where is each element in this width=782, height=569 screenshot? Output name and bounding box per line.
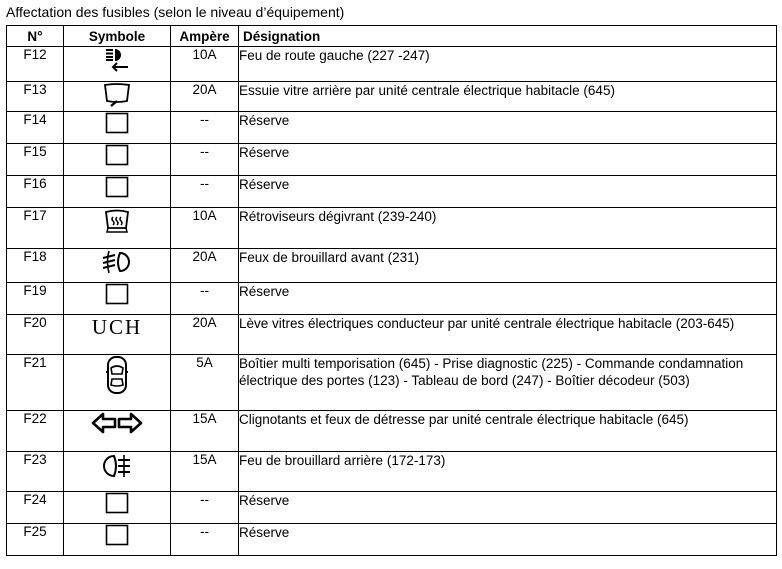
fuse-designation: Réserve	[239, 283, 777, 315]
fuse-amperage: 10A	[171, 208, 239, 249]
fuse-number: F19	[7, 283, 64, 315]
fuse-amperage: --	[171, 492, 239, 524]
header-designation: Désignation	[239, 26, 777, 47]
car-top-view-icon	[64, 355, 170, 395]
fuse-symbol	[64, 47, 171, 82]
header-amp: Ampère	[171, 26, 239, 47]
fuse-symbol	[64, 452, 171, 492]
front-fog-light-icon	[64, 249, 170, 275]
fuse-designation: Réserve	[239, 144, 777, 176]
hazard-arrows-icon	[64, 411, 170, 435]
fuse-number: F14	[7, 112, 64, 144]
table-row	[7, 144, 777, 176]
fuse-amperage: --	[171, 524, 239, 556]
fuse-designation: Réserve	[239, 112, 777, 144]
fuse-designation: Réserve	[239, 176, 777, 208]
fuse-amperage: 20A	[171, 82, 239, 112]
rear-wiper-icon	[64, 82, 170, 108]
fuse-amperage: 5A	[171, 355, 239, 411]
fuse-designation: Lève vitres électriques conducteur par unité centrale électrique habitacle (203-645)	[239, 315, 777, 355]
table-row	[7, 176, 777, 208]
fuse-amperage: 20A	[171, 249, 239, 283]
empty-box-icon	[64, 524, 170, 546]
table-header-row	[7, 26, 777, 47]
fuse-number: F13	[7, 82, 64, 112]
fuse-number: F18	[7, 249, 64, 283]
fuse-symbol	[64, 176, 171, 208]
table-row	[7, 208, 777, 249]
table-row	[7, 47, 777, 82]
fuse-amperage: --	[171, 283, 239, 315]
fuse-symbol	[64, 283, 171, 315]
fuse-amperage: 10A	[171, 47, 239, 82]
fuse-symbol	[64, 112, 171, 144]
empty-box-icon	[64, 283, 170, 305]
table-row	[7, 411, 777, 452]
fuse-table	[6, 25, 777, 556]
fuse-number: F20	[7, 315, 64, 355]
uch-label: UCH	[91, 315, 143, 339]
fuse-symbol	[64, 249, 171, 283]
fuse-designation: Rétroviseurs dégivrant (239-240)	[239, 208, 777, 249]
fuse-symbol	[64, 355, 171, 411]
fuse-number: F25	[7, 524, 64, 556]
fuse-number: F22	[7, 411, 64, 452]
fuse-number: F12	[7, 47, 64, 82]
fuse-symbol	[64, 144, 171, 176]
fuse-number: F16	[7, 176, 64, 208]
table-row	[7, 492, 777, 524]
empty-box-icon	[64, 176, 170, 198]
fuse-amperage: --	[171, 176, 239, 208]
fuse-amperage: 20A	[171, 315, 239, 355]
fuse-amperage: --	[171, 144, 239, 176]
fuse-designation: Feu de brouillard arrière (172-173)	[239, 452, 777, 492]
header-num: N°	[7, 26, 64, 47]
fuse-number: F17	[7, 208, 64, 249]
fuse-designation: Réserve	[239, 524, 777, 556]
fuse-symbol	[64, 492, 171, 524]
empty-box-icon	[64, 144, 170, 166]
fuse-designation: Feu de route gauche (227 -247)	[239, 47, 777, 82]
table-row	[7, 112, 777, 144]
header-symbol: Symbole	[64, 26, 171, 47]
heated-mirror-icon	[64, 208, 170, 234]
table-row	[7, 355, 777, 411]
fuse-designation: Feux de brouillard avant (231)	[239, 249, 777, 283]
rear-fog-light-icon	[64, 452, 170, 480]
fuse-number: F21	[7, 355, 64, 411]
fuse-symbol	[64, 524, 171, 556]
high-beam-icon	[64, 47, 170, 73]
fuse-amperage: --	[171, 112, 239, 144]
fuse-symbol	[64, 82, 171, 112]
fuse-symbol	[64, 315, 171, 355]
fuse-amperage: 15A	[171, 452, 239, 492]
empty-box-icon	[64, 492, 170, 514]
table-row	[7, 249, 777, 283]
fuse-designation: Boîtier multi temporisation (645) - Prise diagnostic (225) - Commande condamnation électrique des portes (123) - Tableau de bord (247) - Boîtier décodeur (503)	[239, 355, 777, 411]
empty-box-icon	[64, 112, 170, 134]
page-title: Affectation des fusibles (selon le niveau d’équipement)	[6, 4, 345, 20]
table-row	[7, 524, 777, 556]
table-row	[7, 82, 777, 112]
fuse-number: F15	[7, 144, 64, 176]
fuse-symbol	[64, 411, 171, 452]
fuse-number: F23	[7, 452, 64, 492]
fuse-number: F24	[7, 492, 64, 524]
table-row	[7, 283, 777, 315]
fuse-symbol	[64, 208, 171, 249]
fuse-designation: Essuie vitre arrière par unité centrale électrique habitacle (645)	[239, 82, 777, 112]
uch-text-icon	[64, 315, 170, 340]
table-row	[7, 315, 777, 355]
fuse-designation: Clignotants et feux de détresse par unité centrale électrique habitacle (645)	[239, 411, 777, 452]
table-row	[7, 452, 777, 492]
fuse-designation: Réserve	[239, 492, 777, 524]
fuse-amperage: 15A	[171, 411, 239, 452]
